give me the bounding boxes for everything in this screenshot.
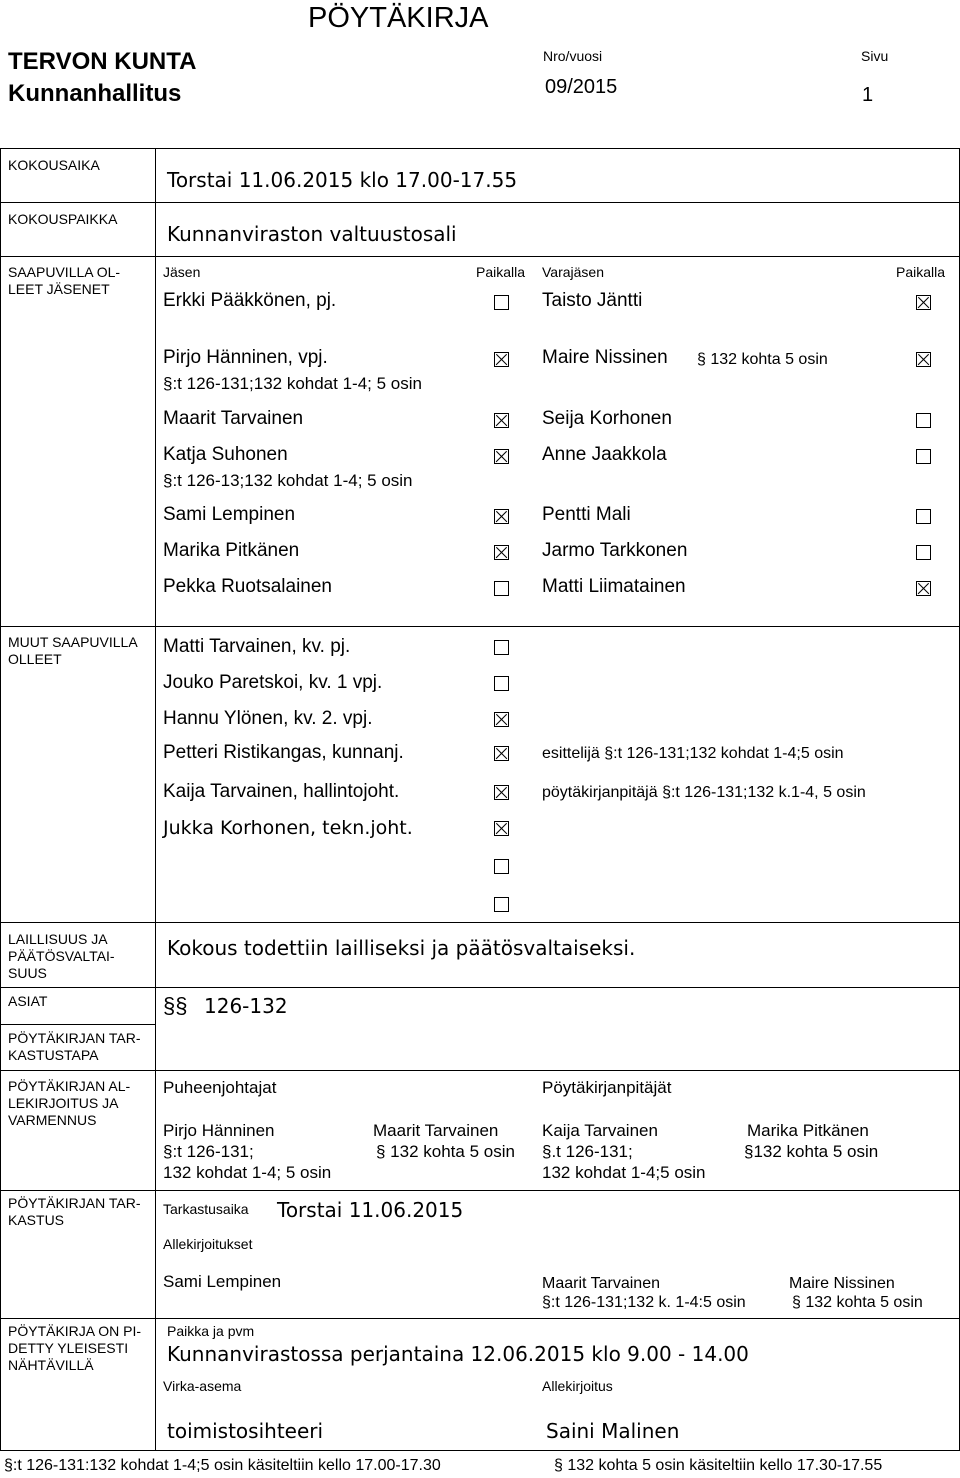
member-note: §:t 126-131;132 kohdat 1-4; 5 osin — [163, 374, 422, 393]
member-name: Sami Lempinen — [163, 504, 296, 525]
tarkastustapa-label: PÖYTÄKIRJAN TAR- KASTUSTAPA — [8, 1030, 141, 1063]
chair-label: Puheenjohtajat — [163, 1078, 277, 1097]
checked-box-icon[interactable] — [494, 746, 509, 761]
unchecked-box-icon[interactable] — [916, 545, 931, 560]
unchecked-box-icon[interactable] — [916, 509, 931, 524]
chair1-name: Pirjo Hänninen — [163, 1121, 275, 1140]
checked-box-icon[interactable] — [494, 821, 509, 836]
nro-label: Nro/vuosi — [543, 48, 603, 64]
checker1-name: Sami Lempinen — [163, 1272, 282, 1291]
col-present2-header: Paikalla — [896, 264, 946, 280]
divider-others — [0, 922, 960, 923]
asiat-value: 126-132 — [204, 994, 288, 1018]
nro-value: 09/2015 — [545, 76, 618, 98]
member-name: Erkki Pääkkönen, pj. — [163, 290, 337, 311]
checked-box-icon[interactable] — [494, 712, 509, 727]
chair1-note2: 132 kohdat 1-4; 5 osin — [163, 1163, 332, 1182]
frame-left-line — [0, 148, 1, 1450]
page-number: 1 — [862, 84, 874, 106]
paikka-label: Paikka ja pvm — [167, 1323, 255, 1339]
allekirjoitukset-label: Allekirjoitukset — [163, 1236, 253, 1252]
document-title: PÖYTÄKIRJA — [308, 2, 489, 34]
attendee-name: Kaija Tarvainen, hallintojoht. — [163, 781, 400, 802]
secretary-label: Pöytäkirjanpitäjät — [542, 1078, 672, 1097]
checker3-note: § 132 kohta 5 osin — [792, 1294, 923, 1311]
checked-box-icon[interactable] — [494, 545, 509, 560]
col-deputy-header: Varajäsen — [542, 264, 605, 280]
laillisuus-value: Kokous todettiin lailliseksi ja päätösvaltaiseksi. — [167, 936, 636, 960]
chair2-note: § 132 kohta 5 osin — [376, 1142, 515, 1161]
asiat-label: ASIAT — [8, 993, 48, 1009]
checker2-name: Maarit Tarvainen — [542, 1275, 660, 1292]
member-name: Pekka Ruotsalainen — [163, 576, 332, 597]
divider-tarkastus — [0, 1318, 960, 1319]
label-column-line — [155, 148, 156, 1450]
laillisuus-label: LAILLISUUS JA PÄÄTÖSVALTAI- SUUS — [8, 931, 115, 981]
unchecked-box-icon[interactable] — [916, 449, 931, 464]
unchecked-box-icon[interactable] — [494, 859, 509, 874]
checked-box-icon[interactable] — [494, 352, 509, 367]
checked-box-icon[interactable] — [494, 785, 509, 800]
member-name: Pirjo Hänninen, vpj. — [163, 347, 328, 368]
frame-top-line — [0, 148, 960, 149]
page-label: Sivu — [861, 48, 889, 64]
divider-tarkastustapa — [0, 1070, 960, 1071]
col-present-header: Paikalla — [476, 264, 526, 280]
col-member-header: Jäsen — [163, 264, 201, 280]
attendee-name: Matti Tarvainen, kv. pj. — [163, 636, 351, 657]
secretary2-note: §132 kohta 5 osin — [744, 1142, 879, 1161]
secretary2-name: Marika Pitkänen — [747, 1121, 869, 1140]
secretary1-note1: §.t 126-131; — [542, 1142, 633, 1161]
unchecked-box-icon[interactable] — [494, 676, 509, 691]
checked-box-icon[interactable] — [494, 413, 509, 428]
divider-kokousaika — [0, 202, 960, 203]
attendee-note: pöytäkirjanpitäjä §:t 126-131;132 k.1-4, 5 osin — [542, 784, 866, 801]
chair2-name: Maarit Tarvainen — [373, 1121, 499, 1140]
members-label: SAAPUVILLA OL- LEET JÄSENET — [8, 264, 121, 297]
allekirjoitus-value: Saini Malinen — [546, 1419, 680, 1443]
paikka-value: Kunnanvirastossa perjantaina 12.06.2015 klo 9.00 - 14.00 — [167, 1342, 749, 1366]
nahtavilla-label: PÖYTÄKIRJA ON PI- DETTY YLEISESTI NÄHTÄVILLÄ — [8, 1323, 142, 1373]
attendee-note: esittelijä §:t 126-131;132 kohdat 1-4;5 osin — [542, 745, 844, 762]
member-name: Marika Pitkänen — [163, 540, 300, 561]
secretary1-note2: 132 kohdat 1-4;5 osin — [542, 1163, 706, 1182]
deputy-name: Jarmo Tarkkonen — [542, 540, 688, 561]
attendee-name: Jouko Paretskoi, kv. 1 vpj. — [163, 672, 383, 693]
secretary1-name: Kaija Tarvainen — [542, 1121, 658, 1140]
organ-name: Kunnanhallitus — [8, 80, 182, 107]
unchecked-box-icon[interactable] — [494, 581, 509, 596]
kokousaika-label: KOKOUSAIKA — [8, 157, 100, 173]
attendee-name: Petteri Ristikangas, kunnanj. — [163, 742, 404, 763]
unchecked-box-icon[interactable] — [494, 295, 509, 310]
footer-left-note: §:t 126-131:132 kohdat 1-4;5 osin käsiteltiin kello 17.00-17.30 — [4, 1457, 441, 1474]
tarkastusaika-value: Torstai 11.06.2015 — [277, 1198, 464, 1222]
deputy-name: Taisto Jäntti — [542, 290, 643, 311]
deputy-name: Seija Korhonen — [542, 408, 672, 429]
deputy-name: Pentti Mali — [542, 504, 631, 525]
deputy-name: Matti Liimatainen — [542, 576, 686, 597]
deputy-name: Maire Nissinen — [542, 347, 668, 368]
divider-allekirjoitus — [0, 1190, 960, 1191]
kokouspaikka-value: Kunnanviraston valtuustosali — [167, 222, 457, 246]
tarkastus-label: PÖYTÄKIRJAN TAR- KASTUS — [8, 1195, 141, 1228]
virka-asema-value: toimistosihteeri — [167, 1419, 324, 1443]
attendee-name: Jukka Korhonen, tekn.joht. — [163, 817, 413, 839]
deputy-note: § 132 kohta 5 osin — [697, 351, 828, 368]
organization-name: TERVON KUNTA — [8, 48, 197, 75]
attendee-name: Hannu Ylönen, kv. 2. vpj. — [163, 708, 373, 729]
kokousaika-value: Torstai 11.06.2015 klo 17.00-17.55 — [167, 168, 518, 192]
checked-box-icon[interactable] — [916, 352, 931, 367]
deputy-name: Anne Jaakkola — [542, 444, 667, 465]
tarkastusaika-label: Tarkastusaika — [163, 1201, 249, 1217]
divider-laillisuus — [0, 987, 960, 988]
virka-asema-label: Virka-asema — [163, 1378, 242, 1394]
member-name: Maarit Tarvainen — [163, 408, 304, 429]
unchecked-box-icon[interactable] — [494, 640, 509, 655]
frame-bottom-line — [0, 1450, 960, 1451]
kokouspaikka-label: KOKOUSPAIKKA — [8, 211, 118, 227]
member-name: Katja Suhonen — [163, 444, 288, 465]
divider-kokouspaikka — [0, 256, 960, 257]
footer-right-note: § 132 kohta 5 osin käsiteltiin kello 17.30-17.55 — [554, 1457, 883, 1474]
divider-asiat — [0, 1024, 155, 1025]
checked-box-icon[interactable] — [916, 581, 931, 596]
checker3-name: Maire Nissinen — [789, 1275, 895, 1292]
allekirjoitus-label: PÖYTÄKIRJAN AL- LEKIRJOITUS JA VARMENNUS — [8, 1078, 131, 1128]
unchecked-box-icon[interactable] — [494, 897, 509, 912]
chair1-note1: §:t 126-131; — [163, 1142, 254, 1161]
allekirjoitus-label-2: Allekirjoitus — [542, 1378, 613, 1394]
checked-box-icon[interactable] — [494, 509, 509, 524]
unchecked-box-icon[interactable] — [916, 413, 931, 428]
checked-box-icon[interactable] — [916, 295, 931, 310]
section-sign-icon: §§ — [163, 993, 188, 1018]
checked-box-icon[interactable] — [494, 449, 509, 464]
member-note: §:t 126-13;132 kohdat 1-4; 5 osin — [163, 471, 413, 490]
checker2-note: §:t 126-131;132 k. 1-4:5 osin — [542, 1294, 746, 1311]
others-label: MUUT SAAPUVILLA OLLEET — [8, 634, 138, 667]
divider-members — [0, 626, 960, 627]
